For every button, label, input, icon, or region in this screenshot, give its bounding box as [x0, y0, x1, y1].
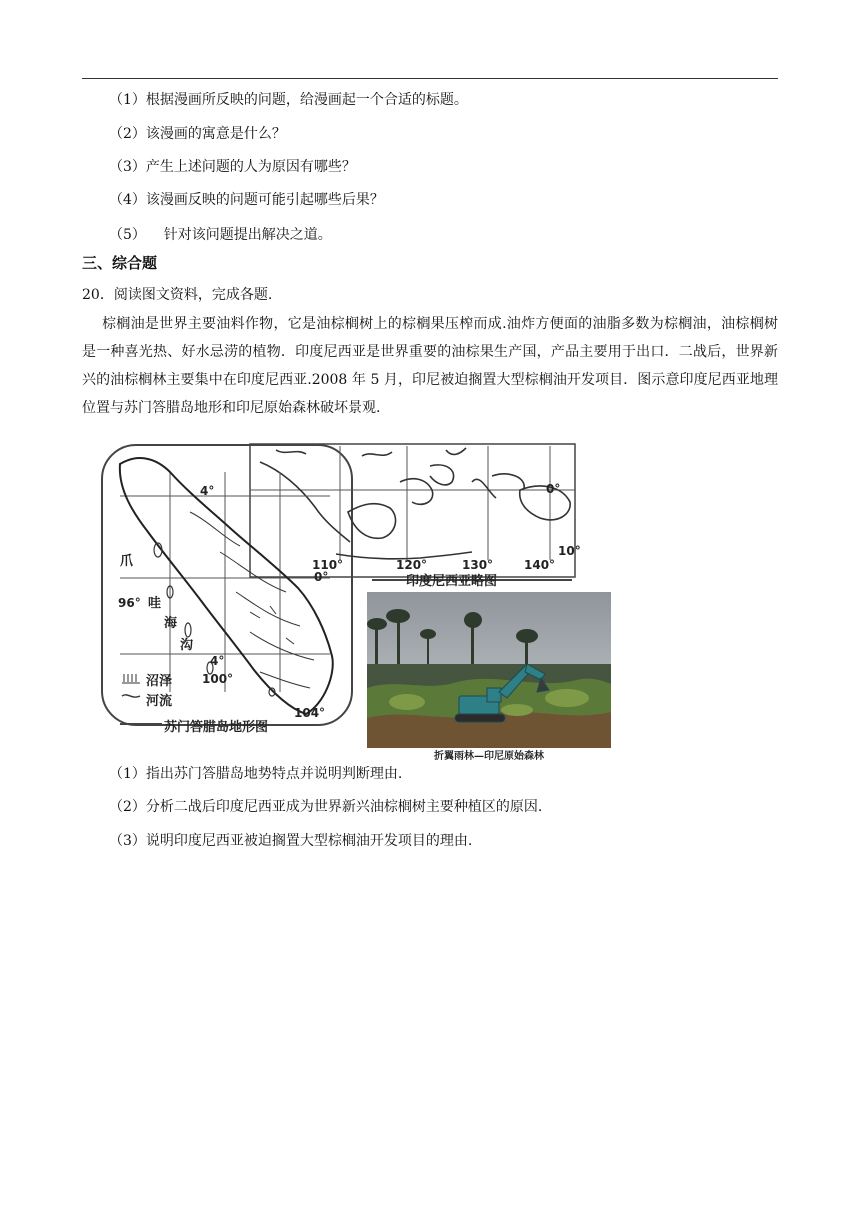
photo-caption: 折翼雨林—印尼原始森林 [434, 751, 544, 762]
q20-subquestion-1: （1）指出苏门答腊岛地势特点并说明判断理由. [109, 766, 403, 782]
question-20-passage: 棕榈油是世界主要油料作物，它是油棕榈树上的棕榈果压榨而成.油炸方便面的油脂多数为棕榈油，油棕榈树是一种喜光热、好水忌涝的植物．印度尼西亚是世界重要的油棕果生产国，产品主要用于出口．二战后，世界新兴的油棕榈林主要集中在印度尼西亚.2008 年 5 月，印尼被迫搁置大型棕榈油开发项目．图示意印度尼西亚地理位置与苏门答腊岛地形和印尼原始森林破坏景观. [82, 316, 778, 416]
prev-question-4: （4）该漫画反映的问题可能引起哪些后果？ [109, 192, 384, 208]
prev-question-2: （2）该漫画的寓意是什么？ [109, 126, 286, 142]
q20-subquestion-3: （3）说明印度尼西亚被迫搁置大型棕榈油开发项目的理由. [109, 833, 473, 849]
lon-label-100: 100° [202, 672, 234, 686]
legend-river-symbol [122, 695, 140, 697]
lat-label-10: 10° [558, 544, 581, 558]
lon-label-110: 110° [312, 558, 344, 572]
indonesia-coastlines [260, 448, 570, 559]
lat-label-0-east: 0° [546, 482, 561, 496]
sumatra-rivers [190, 512, 314, 688]
q20-subquestion-2: （2）分析二战后印度尼西亚成为世界新兴油棕榈树主要种植区的原因. [109, 799, 543, 815]
sumatra-map-title: 苏门答腊岛地形图 [164, 720, 269, 735]
prev-question-1: （1）根据漫画所反映的问题，给漫画起一个合适的标题。 [109, 92, 468, 108]
question-20-stem: 20．阅读图文资料，完成各题. [82, 287, 273, 303]
legend-swamp-symbol [122, 674, 140, 683]
trench-label-4: 沟 [180, 638, 194, 653]
trench-label-2: 哇 [148, 596, 162, 611]
deforestation-photo [367, 592, 611, 748]
lat-label-4n: 4° [200, 484, 215, 498]
lon-label-96: 96° [118, 596, 141, 610]
lon-label-140: 140° [524, 558, 556, 572]
header-rule [82, 78, 778, 79]
figure-maps-and-photo [100, 442, 612, 760]
legend-river: 河流 [146, 694, 173, 709]
lon-label-120: 120° [396, 558, 428, 572]
section-title: 三、综合题 [82, 254, 158, 272]
sumatra-grid [120, 472, 330, 692]
trench-label-1: 爪 [120, 554, 134, 569]
indonesia-map-title: 印度尼西亚略图 [406, 574, 498, 589]
prev-question-5: （5） 针对该问题提出解决之道。 [109, 227, 332, 243]
lat-label-4s: 4° [210, 654, 225, 668]
prev-question-3: （3）产生上述问题的人为原因有哪些？ [109, 159, 356, 175]
lon-label-104: 104° [294, 706, 326, 720]
deforestation-photo-art [367, 592, 611, 748]
legend-swamp: 沼泽 [146, 674, 173, 689]
trench-label-3: 海 [164, 616, 178, 631]
lat-label-0: 0° [314, 570, 329, 584]
lon-label-130: 130° [462, 558, 494, 572]
